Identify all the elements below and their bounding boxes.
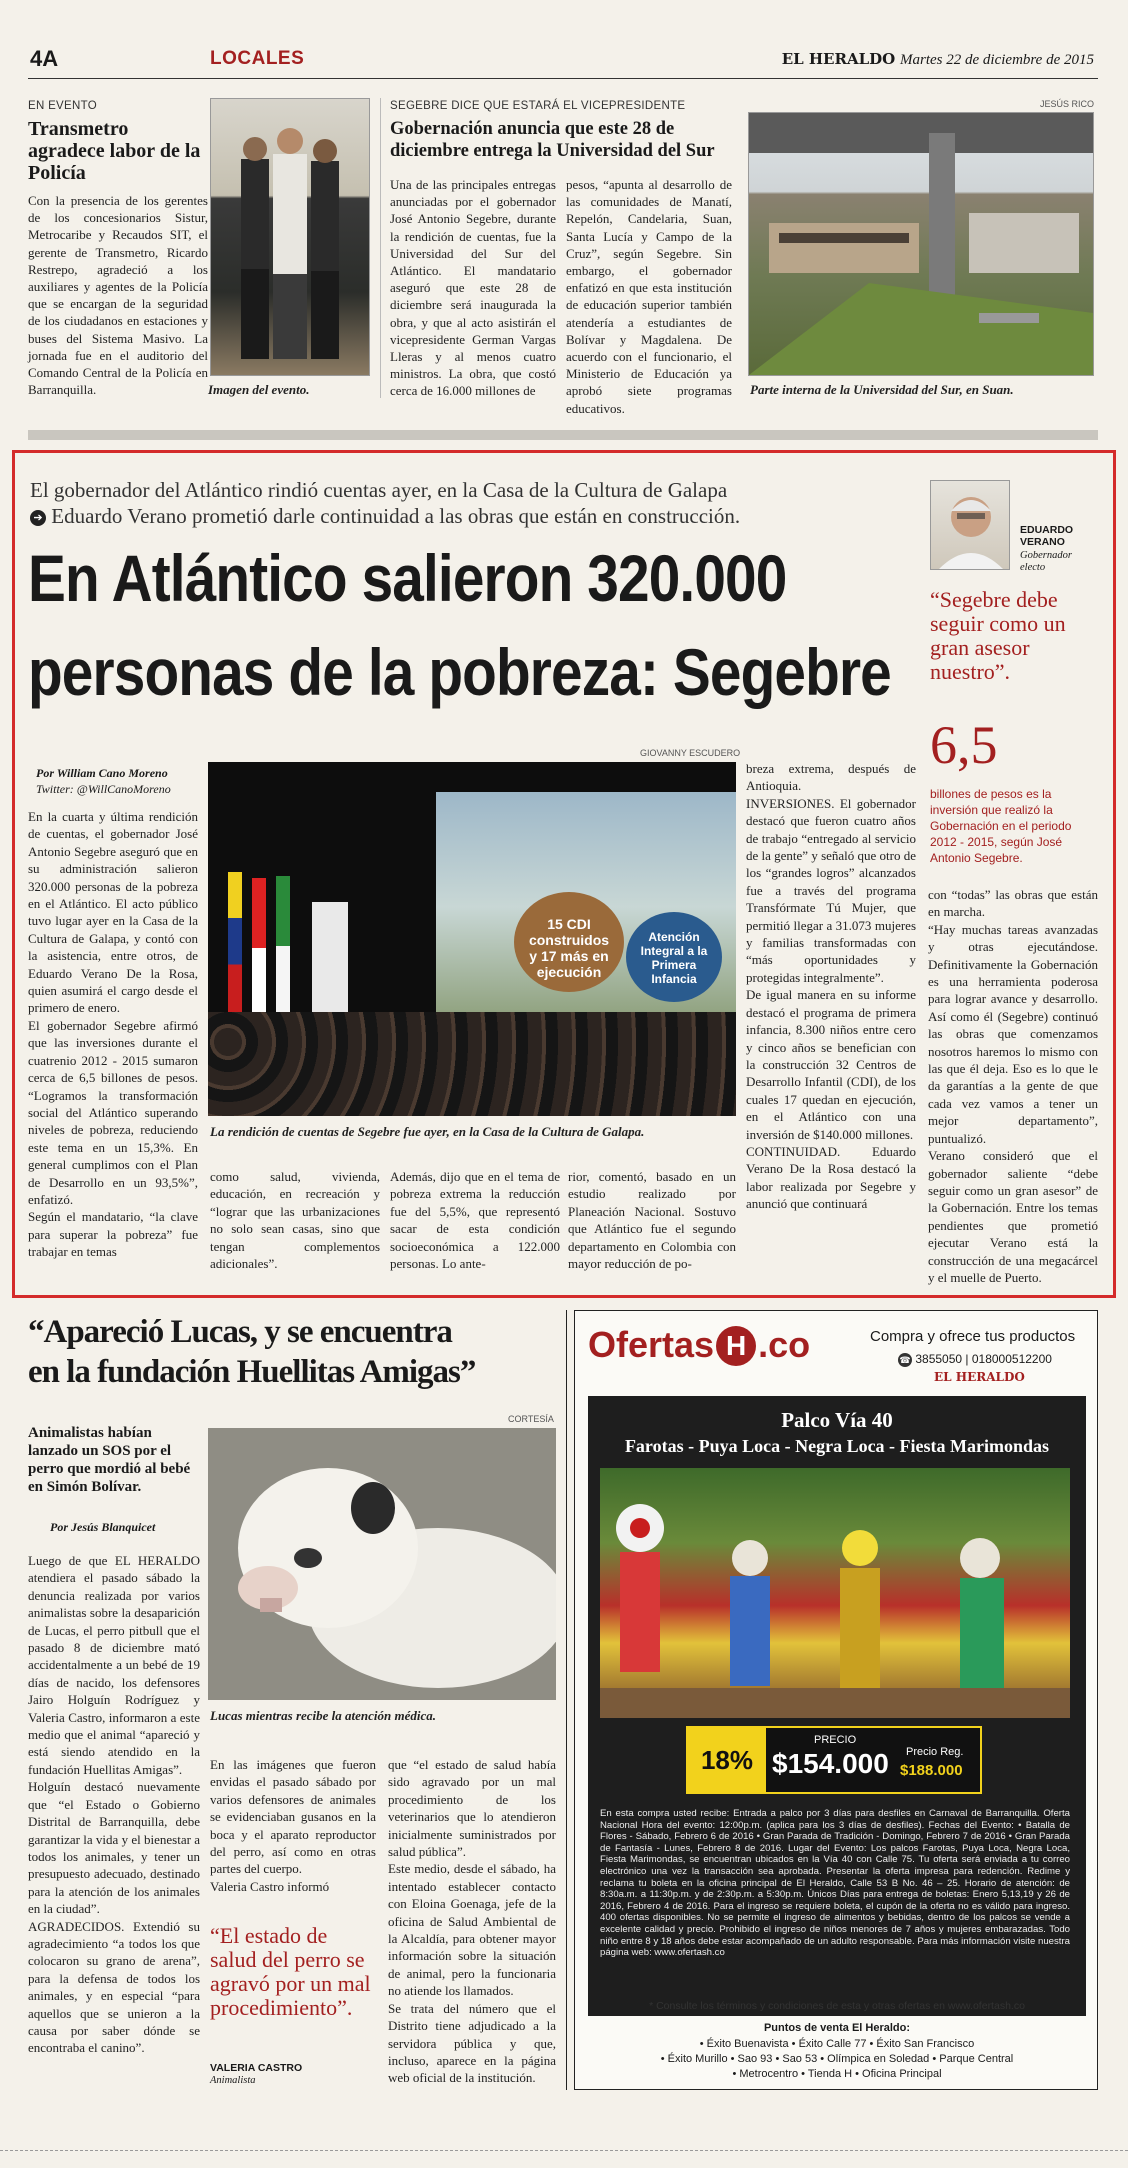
ad-carnival-photo: [600, 1468, 1070, 1718]
header-rule: [28, 78, 1098, 79]
ad-fine-print: En esta compra usted recibe: Entrada a palco por 3 días para desfiles en Carnaval de Barranquilla. Oferta Nacional Hora del evento: 12:00p.m. (aplica para los 3 días de desfiles). Fechas del Evento: • Batalla de Flores - Sábado, Febrero 6 de 2016 • Gran Parada de Tradición - Domingo, Febrero 7 de 2016 • Gran Parada de Fantasía - Lunes, Febrero 8 de 2016. Lugar del Evento: Los palcos Farotas, Puya Loca, Negra Loca, Fiesta Marimondas, se encuentran ubicados en la Vía 40 con Calle 75. Tu oferta será enviada a tu correo electrónico una vez la transacción sea aprobada. Presentar la oferta impresa para redención. Redime y reclama tu boleta en la oficina principal de El Heraldo, Calle 53 B No. 46 – 25. Horario de atención: de 8:30a.m. a 11:30p.m. y de 2:30p.m. a 5:30p.m. Únicos Días para entrega de boletas: Enero 5,13,19 y 26 de 2016, Febrero 4 de 2016. Para el ingreso se requiere boleta, el cupón de la oferta no es válido para ingreso. 400 ofertas disponibles. No se permite el ingreso de alimentos y bebidas, dentro de los palcos se vende a excelente calidad y precio. Prohibido el ingreso de niños menores de 7 años y mujeres embarazadas. Todo niño entre 8 y 18 años debe estar acompañado de un adulto responsable. Para más información visite nuestra página web: www.ofertash.co: [600, 1808, 1070, 1959]
ad-reg-label: Precio Reg.: [906, 1746, 964, 1758]
lucas-summary: Animalistas habían lanzado un SOS por el perro que mordió al bebé en Simón Bolívar.: [28, 1425, 191, 1495]
main-col1: En la cuarta y última rendición de cuentas, el gobernador José Antonio Segebre aseguró que en su administración salieron 320.000 personas de la pobreza en el Atlántico. El acto público tuvo lugar ayer en la Casa de la Cultura de Galapa, y contó con la asistencia, entre otros, de Eduardo Verano De la Rosa, quien asumirá el cargo desde el primero de enero. El gobernador Segebre afirmó que las inversiones durante el cuatrenio 2012 - 2015 sumaron cerca de 6,5 billones de pesos. “Logramos la transformación social del Atlántico superando niveles de pobreza, reduciendo este tema en un 15,3%. En general cumplimos con el Plan de Desarrollo en un 93,5%”, enfatizó. Según el mandatario, “la clave para superar la pobreza” fue trabajar en temas: [28, 809, 198, 1260]
top-bottom-band: [28, 430, 1098, 440]
masthead: [782, 50, 1094, 69]
ad-points-title: Puntos de venta El Heraldo:: [763, 2022, 911, 2034]
ad-event-bands: Farotas - Puya Loca - Negra Loca - Fiesta Marimondas: [624, 1436, 1050, 1456]
lucas-photo-credit: CORTESÍA: [508, 1414, 554, 1424]
ad-event-title: Palco Vía 40: [781, 1408, 893, 1432]
ad-points-2: • Éxito Murillo • Sao 93 • Sao 53 • Olímpica en Soledad • Parque Central: [660, 2053, 1014, 2065]
lucas-quote-name: VALERIA CASTRO: [210, 2062, 303, 2074]
page-number: 4A: [30, 46, 59, 71]
main-col3: Además, dijo que en el tema de pobreza extrema la reducción fue del 5,5%, que representó sacar de esta condición socioeconómica a 122.000 personas. Lo ante-: [390, 1169, 560, 1272]
main-col5: breza extrema, después de Antioquia. INVERSIONES. El gobernador destacó que fueron cuatro años de trabajo “entregado al servicio de la gente” y señaló que otro de los “grandes logros” alcanzados fue a través del programa Transfórmate Tú Mujer, que permitió llegar a 31.073 mujeres y familias transformadas con “más oportunidades y protegidas integralmente”. De igual manera en su informe destacó el programa de primera infancia, 8.300 niños entre cero y cinco años se benefician con la construcción 32 Centros de Desarrollo Infantil (CDI), de los cuales 17 quedan en ejecución, en el Atlántico con una inversión de $140.000 millones. CONTINUIDAD. Eduardo Verano De la Rosa destacó la labor realizada por Segebre y anunció que continuará: [746, 761, 917, 1212]
story2-photo: [748, 112, 1094, 376]
verano-role: Gobernador electo: [1020, 550, 1072, 573]
screen-badge-1: 15 CDI construidos y 17 más en ejecución: [514, 892, 624, 992]
ad-logo[interactable]: [588, 1324, 810, 1366]
main-col6: con “todas” las obras que están en marcha. “Hay muchas tareas avanzadas y otras ejecutándose. Definitivamente la Gobernación es una herramienta poderosa para lograr avance y desarrollo. Así como él (Segebre) continuó las obras que comenzamos nosotros haremos lo mismo con las que él deja. Eso es lo que le da garantías a la gente de que cada vez vamos a tener un mejor departamento”, puntualizó. Verano consideró que el gobernador saliente “debe seguir como un gran asesor” de la Gobernación. Entre los temas pendientes que prometió ejecutar Verano está la construcción de una megacárcel y el muelle de Puerto.: [928, 887, 1098, 1285]
main-byline: Por William Cano Moreno: [36, 766, 168, 780]
story2-kicker: SEGEBRE DICE QUE ESTARÁ EL VICEPRESIDENTE: [390, 100, 686, 112]
ad-price: $154.000: [772, 1748, 889, 1779]
story1-caption: Imagen del evento.: [208, 382, 310, 397]
phone-icon: ☎: [899, 1355, 911, 1365]
stat-text: billones de pesos es la inversión que realizó la Gobernación en el periodo 2012 - 2015, según José Antonio Segebre.: [930, 787, 1072, 865]
footer-rule: [0, 2150, 1128, 2151]
ad-brand-h: H: [716, 1326, 756, 1366]
ad-price-label: PRECIO: [814, 1734, 857, 1746]
story2-headline[interactable]: Gobernación anuncia que este 28 de diciembre entrega la Universidad del Sur: [390, 119, 715, 161]
story2-col2: pesos, “apunta al desarrollo de las comunidades de Manatí, Repelón, Candelaria, Suan, Santa Lucía y Campo de la Cruz”, según Segebre. Sin embargo, el gobernador enfatizó en que esta institución de educación superior también atendería a estudiantes de Bolívar y Magdalena. De acuerdo con el funcionario, el Ministerio de Educación ya aprobó siete programas educativos.: [566, 177, 732, 416]
ad-phone: 3855050 | 018000512200: [915, 1352, 1052, 1366]
top-divider-1: [380, 98, 381, 398]
ad-terms: * Consulte los términos y condiciones de esta y otras ofertas en www.ofertash.co: [649, 2000, 1025, 2012]
main-twitter: Twitter: @WillCanoMoreno: [36, 782, 171, 796]
section-label: LOCALES: [210, 48, 305, 69]
audience: [208, 1012, 736, 1116]
story1-photo: [210, 98, 370, 376]
ad-brand: Ofertas: [588, 1324, 715, 1365]
flags: [228, 872, 308, 1022]
verano-quote: “Segebre debe seguir como un gran asesor nuestro”.: [930, 587, 1066, 684]
lucas-quote: “El estado de salud del perro se agravó por un mal procedimiento”.: [210, 1923, 371, 2020]
main-headline-2[interactable]: personas de la pobreza: Segebre: [28, 635, 891, 709]
lucas-col3: que “el estado de salud había sido agravado por un mal procedimiento de los veterinarios que lo atendieron inicialmente suministrados por salud pública”. Este medio, desde el sábado, ha intentado establecer contacto con Eloina Goenaga, jefe de la oficina de Salud Ambiental de la Alcaldía, para obtener mayor información sobre la situación de animal, pero la funcionaria no atiende los llamados. Se trata del número que el Distrito tiene adjudicado a la servidora pública y que, incluso, aparece en la página web oficial de la institución.: [388, 1757, 556, 2086]
lower-divider: [566, 1310, 567, 2090]
university-illustration: [749, 113, 1093, 375]
paper-name: EL HERALDO: [781, 50, 896, 68]
story2-col1: Una de las principales entregas anunciadas por el gobernador José Antonio Segebre, durante la rendición de cuentas, fue la Universidad del Sur del Atlántico. El mandatario aseguró que este 28 de diciembre será inaugurada la obra, y que al acto asistirán el vicepresidente German Vargas Lleras y al menos cuatro ministros. La obra, que costó cerca de 16.000 millones de: [390, 177, 556, 399]
lucas-headline-2[interactable]: en la fundación Huellitas Amigas”: [28, 1354, 476, 1390]
main-deck-1: El gobernador del Atlántico rindió cuentas ayer, en la Casa de la Cultura de Galapa: [30, 478, 728, 502]
ad-reg-price: $188.000: [900, 1762, 963, 1779]
main-caption: La rendición de cuentas de Segebre fue ayer, en la Casa de la Cultura de Galapa.: [210, 1124, 645, 1139]
portrait-illustration: [931, 481, 1009, 569]
story2-caption: Parte interna de la Universidad del Sur, en Suan.: [750, 382, 1014, 397]
verano-name: EDUARDO VERANO: [1020, 524, 1074, 548]
speaker: [312, 902, 348, 1012]
lucas-col1: Luego de que EL HERALDO atendiera el pasado sábado la denuncia realizada por varios animalistas sobre la desaparición de Lucas, el perro pitbull que el pasado 8 de diciembre mató accidentalmente a un bebé de 19 días de nacido, los defensores Jairo Holguín Rodríguez y Valeria Castro, informaron a este medio que el animal “apareció y está siendo atendido en la fundación Huellitas Amigas”. Holguín destacó nuevamente que “el Estado o Gobierno Distrital de Barranquilla, debe garantizar la vida y el bienestar a todos los animales, y tener un presupuesto adecuado, destinado para la atención de los animales en la ciudad”. AGRADECIDOS. Extendió su agradecimiento “a todos los que colocaron su grano de arena”, para la defensa de todos los animales, y en especial “para aquellos que se unieron a la causa por saber dónde se encontraba el canino”.: [28, 1553, 200, 2056]
main-deck-2-row: [30, 504, 740, 529]
stat-value: 6,5: [930, 715, 998, 775]
carnival-illustration: [600, 1468, 1070, 1718]
officers-illustration: [211, 99, 369, 375]
lucas-col2: En las imágenes que fueron envidas el pasado sábado por varios defensores de animales se evidenciaban gusanos en la boca y el aparato reproductor del perro, así como en otras partes del cuerpo. Valeria Castro informó: [210, 1757, 376, 1894]
ad-points-1: • Éxito Buenavista • Éxito Calle 77 • Éxito San Francisco: [699, 2038, 975, 2050]
arrow-right-icon: ➔: [30, 510, 46, 526]
dog-illustration: [208, 1428, 556, 1700]
main-headline-1[interactable]: En Atlántico salieron 320.000: [28, 541, 787, 615]
issue-date: Martes 22 de diciembre de 2015: [900, 52, 1094, 68]
lucas-quote-role: Animalista: [210, 2075, 256, 2086]
story1-kicker: EN EVENTO: [28, 100, 97, 112]
main-deck-2: Eduardo Verano prometió darle continuidad a las obras que están en construcción.: [51, 504, 741, 528]
lucas-byline: Por Jesús Blanquicet: [50, 1520, 156, 1534]
ad-paper: EL HERALDO: [934, 1370, 1025, 1384]
lucas-photo: [208, 1428, 556, 1700]
ad-tagline: Compra y ofrece tus productos: [870, 1328, 1076, 1345]
story1-headline[interactable]: Transmetro agradece labor de la Policía: [28, 118, 201, 184]
verano-photo: [930, 480, 1010, 570]
lucas-caption: Lucas mientras recibe la atención médica.: [210, 1708, 437, 1723]
ad-price-box: [686, 1726, 982, 1794]
ad-discount: 18%: [688, 1728, 766, 1792]
lucas-headline-1[interactable]: “Apareció Lucas, y se encuentra: [28, 1314, 452, 1350]
ad-points-3: • Metrocentro • Tienda H • Oficina Principal: [732, 2068, 942, 2080]
ad-phone-row: [898, 1352, 1052, 1367]
story1-body: Con la presencia de los gerentes de los concesionarios Sistur, Metrocaribe y Recaudos SIT, el gerente de Transmetro, Ricardo Restrepo, agradeció a los auxiliares y agentes de la Policía que se encargan de la seguridad de los ciudadanos en estaciones y buses del Sistema Masivo. La jornada fue en el auditorio del Comando Central de la Policía en Barranquilla.: [28, 193, 208, 398]
main-col2: como salud, vivienda, educación, en recreación y “lograr que las urbanizaciones no solo sean casas, sino que tengan complementos adicionales”.: [210, 1169, 380, 1272]
projection-screen: [436, 792, 736, 1022]
ad-brand-co: .co: [758, 1324, 811, 1365]
main-photo: [208, 762, 736, 1116]
main-col4: rior, comentó, basado en un estudio realizado por Planeación Nacional. Sostuvo que Atlántico fue el segundo departamento en Colombia con mayor reducción de po-: [568, 1169, 736, 1272]
screen-badge-2: Atención Integral a la Primera Infancia: [626, 912, 722, 1002]
main-photo-credit: GIOVANNY ESCUDERO: [640, 748, 741, 758]
story2-photo-credit: JESÚS RICO: [1039, 99, 1094, 109]
